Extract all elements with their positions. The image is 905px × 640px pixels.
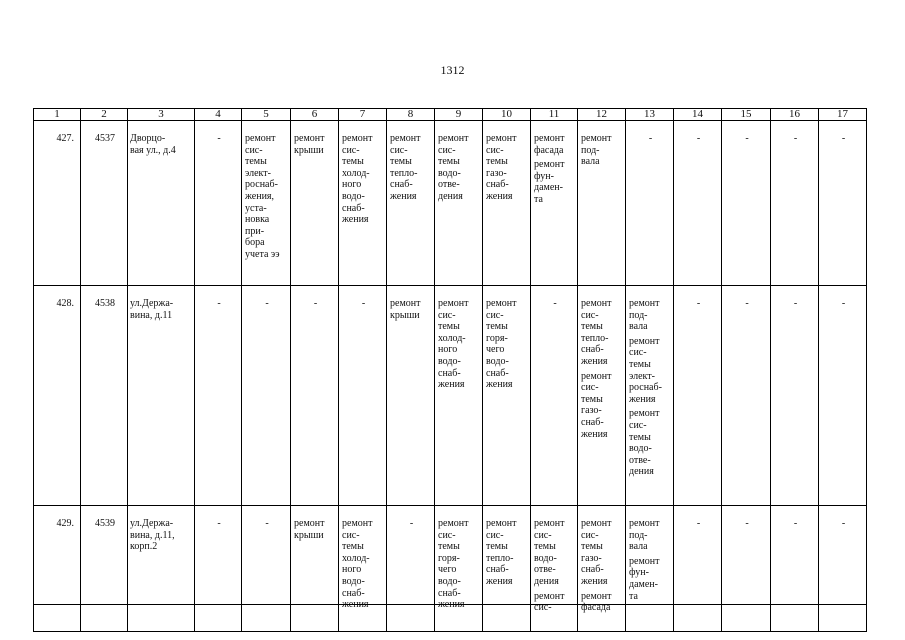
repair-work-item: ремонт крыши — [294, 518, 325, 541]
column-number: 15 — [722, 109, 771, 121]
column-number: 2 — [81, 109, 128, 121]
row-number — [34, 506, 81, 632]
dash-mark: - — [745, 133, 749, 144]
column-number-row — [34, 109, 867, 121]
empty-cell-col-15 — [722, 506, 771, 632]
column-number: 6 — [291, 109, 339, 121]
dash-mark: - — [265, 298, 269, 309]
column-number: 17 — [819, 109, 867, 121]
work-cell-col-5 — [242, 121, 291, 286]
repair-work-item: ремонт фасада — [534, 133, 565, 156]
building-address — [128, 506, 195, 632]
work-cell-col-9 — [435, 121, 483, 286]
row-number-text: 428. — [56, 298, 74, 309]
empty-cell-col-14 — [674, 506, 722, 632]
column-number: 12 — [578, 109, 626, 121]
column-number: 14 — [674, 109, 722, 121]
work-cell-col-12 — [578, 121, 626, 286]
building-address-text: ул.Держа- вина, д.11, корп.2 — [130, 518, 175, 553]
dash-mark: - — [793, 298, 798, 309]
dash-mark: - — [648, 133, 653, 144]
work-cell-col-10 — [483, 506, 531, 632]
column-number: 3 — [128, 109, 195, 121]
empty-cell-col-14 — [674, 121, 722, 286]
repair-work-item: ремонт под- вала — [629, 518, 660, 553]
empty-cell-col-15 — [722, 121, 771, 286]
repair-work-item: ремонт сис- темы водо- отве- дения — [534, 518, 565, 587]
dash-mark: - — [841, 518, 846, 529]
empty-cell-col-5 — [242, 506, 291, 632]
work-cell-col-10 — [483, 286, 531, 506]
repair-work-item: ремонт сис- темы газо- снаб- жения — [581, 518, 612, 587]
dash-mark: - — [313, 298, 318, 309]
empty-cell-col-7 — [339, 286, 387, 506]
empty-cell-col-4 — [195, 506, 242, 632]
work-cell-col-11 — [531, 506, 578, 632]
repair-work-item: ремонт под- вала — [629, 298, 660, 333]
repair-work-item: ремонт сис- темы элект- роснаб- жения — [629, 335, 662, 405]
empty-cell-col-13 — [626, 121, 674, 286]
column-number: 4 — [195, 109, 242, 121]
work-cell-col-7 — [339, 121, 387, 286]
repair-work-item: ремонт сис- темы водо- отве- дения — [629, 408, 660, 478]
repair-work-item: ремонт сис- темы тепло- снаб- жения — [486, 518, 517, 587]
dash-mark: - — [841, 298, 846, 309]
empty-cell-col-17 — [819, 506, 867, 632]
column-number: 16 — [771, 109, 819, 121]
repair-work-item: ремонт сис- — [534, 590, 565, 614]
building-code — [81, 286, 128, 506]
column-number: 7 — [339, 109, 387, 121]
row-number — [34, 286, 81, 506]
dash-mark: - — [217, 518, 221, 529]
column-number: 5 — [242, 109, 291, 121]
empty-cell-col-11 — [531, 286, 578, 506]
work-cell-col-9 — [435, 286, 483, 506]
repair-work-item: ремонт сис- темы газо- снаб- жения — [581, 370, 612, 440]
work-cell-col-6 — [291, 121, 339, 286]
empty-cell-col-16 — [771, 286, 819, 506]
work-cell-col-13 — [626, 286, 674, 506]
empty-cell-col-5 — [242, 286, 291, 506]
empty-cell-col-8 — [387, 506, 435, 632]
column-number: 11 — [531, 109, 578, 121]
dash-mark: - — [841, 133, 846, 144]
building-code-text: 4539 — [95, 518, 115, 529]
repair-work-item: ремонт сис- темы тепло- снаб- жения — [581, 298, 612, 367]
empty-cell-col-17 — [819, 121, 867, 286]
dash-mark: - — [793, 133, 798, 144]
work-cell-col-12 — [578, 286, 626, 506]
repair-work-item: ремонт крыши — [390, 298, 421, 321]
row-number-text: 429. — [56, 518, 74, 529]
dash-mark: - — [793, 518, 798, 529]
repair-work-item: ремонт сис- темы элект- роснаб- жения, уста- новка при- бора учета ээ — [245, 133, 280, 260]
empty-cell-col-4 — [195, 286, 242, 506]
table-row — [34, 121, 867, 286]
repair-work-item: ремонт сис- темы горя- чего водо- снаб- жения — [438, 518, 469, 611]
column-number: 8 — [387, 109, 435, 121]
work-cell-col-6 — [291, 506, 339, 632]
work-cell-col-10 — [483, 121, 531, 286]
repair-work-item: ремонт сис- темы холод- ного водо- снаб- жения — [342, 518, 373, 611]
dash-mark: - — [217, 298, 221, 309]
work-cell-col-7 — [339, 506, 387, 632]
column-number: 13 — [626, 109, 674, 121]
repair-work-item: ремонт сис- темы горя- чего водо- снаб- жения — [486, 298, 517, 391]
repair-work-item: ремонт фасада — [581, 590, 612, 614]
dash-mark: - — [745, 298, 749, 309]
work-cell-col-9 — [435, 506, 483, 632]
column-number: 9 — [435, 109, 483, 121]
repair-work-item: ремонт сис- темы тепло- снаб- жения — [390, 133, 421, 202]
column-number: 1 — [34, 109, 81, 121]
page-number: 1312 — [440, 63, 465, 77]
building-code — [81, 506, 128, 632]
building-address — [128, 286, 195, 506]
column-number: 10 — [483, 109, 531, 121]
building-code-text: 4538 — [95, 298, 115, 309]
dash-mark: - — [696, 298, 701, 309]
work-cell-col-8 — [387, 286, 435, 506]
repair-work-item: ремонт сис- темы газо- снаб- жения — [486, 133, 517, 202]
dash-mark: - — [696, 133, 701, 144]
dash-mark: - — [696, 518, 701, 529]
dash-mark: - — [361, 298, 366, 309]
table-row — [34, 506, 867, 632]
work-cell-col-11 — [531, 121, 578, 286]
repair-work-item: ремонт сис- темы водо- отве- дения — [438, 133, 469, 202]
dash-mark: - — [409, 518, 414, 529]
building-code-text: 4537 — [95, 133, 115, 144]
row-number — [34, 121, 81, 286]
empty-cell-col-14 — [674, 286, 722, 506]
table-bottom-rule — [33, 604, 866, 605]
empty-cell-col-15 — [722, 286, 771, 506]
table-row — [34, 286, 867, 506]
repair-work-item: ремонт фун- дамен- та — [534, 159, 565, 205]
building-code — [81, 121, 128, 286]
repair-work-item: ремонт сис- темы холод- ного водо- снаб- жения — [342, 133, 373, 226]
row-number-text: 427. — [56, 133, 74, 144]
work-cell-col-8 — [387, 121, 435, 286]
dash-mark: - — [553, 298, 557, 309]
repair-work-item: ремонт крыши — [294, 133, 325, 156]
empty-cell-col-17 — [819, 286, 867, 506]
dash-mark: - — [745, 518, 749, 529]
empty-cell-col-16 — [771, 506, 819, 632]
empty-cell-col-6 — [291, 286, 339, 506]
dash-mark: - — [217, 133, 221, 144]
building-address-text: ул.Держа- вина, д.11 — [130, 298, 174, 321]
repair-work-item: ремонт сис- темы холод- ного водо- снаб- жения — [438, 298, 469, 391]
empty-cell-col-16 — [771, 121, 819, 286]
building-address-text: Дворцо- вая ул., д.4 — [130, 133, 176, 156]
repair-work-item: ремонт фун- дамен- та — [629, 555, 660, 602]
repair-work-item: ремонт под- вала — [581, 133, 612, 168]
dash-mark: - — [265, 518, 269, 529]
empty-cell-col-4 — [195, 121, 242, 286]
work-cell-col-13 — [626, 506, 674, 632]
work-cell-col-12 — [578, 506, 626, 632]
building-address — [128, 121, 195, 286]
repair-schedule-table — [33, 108, 867, 632]
